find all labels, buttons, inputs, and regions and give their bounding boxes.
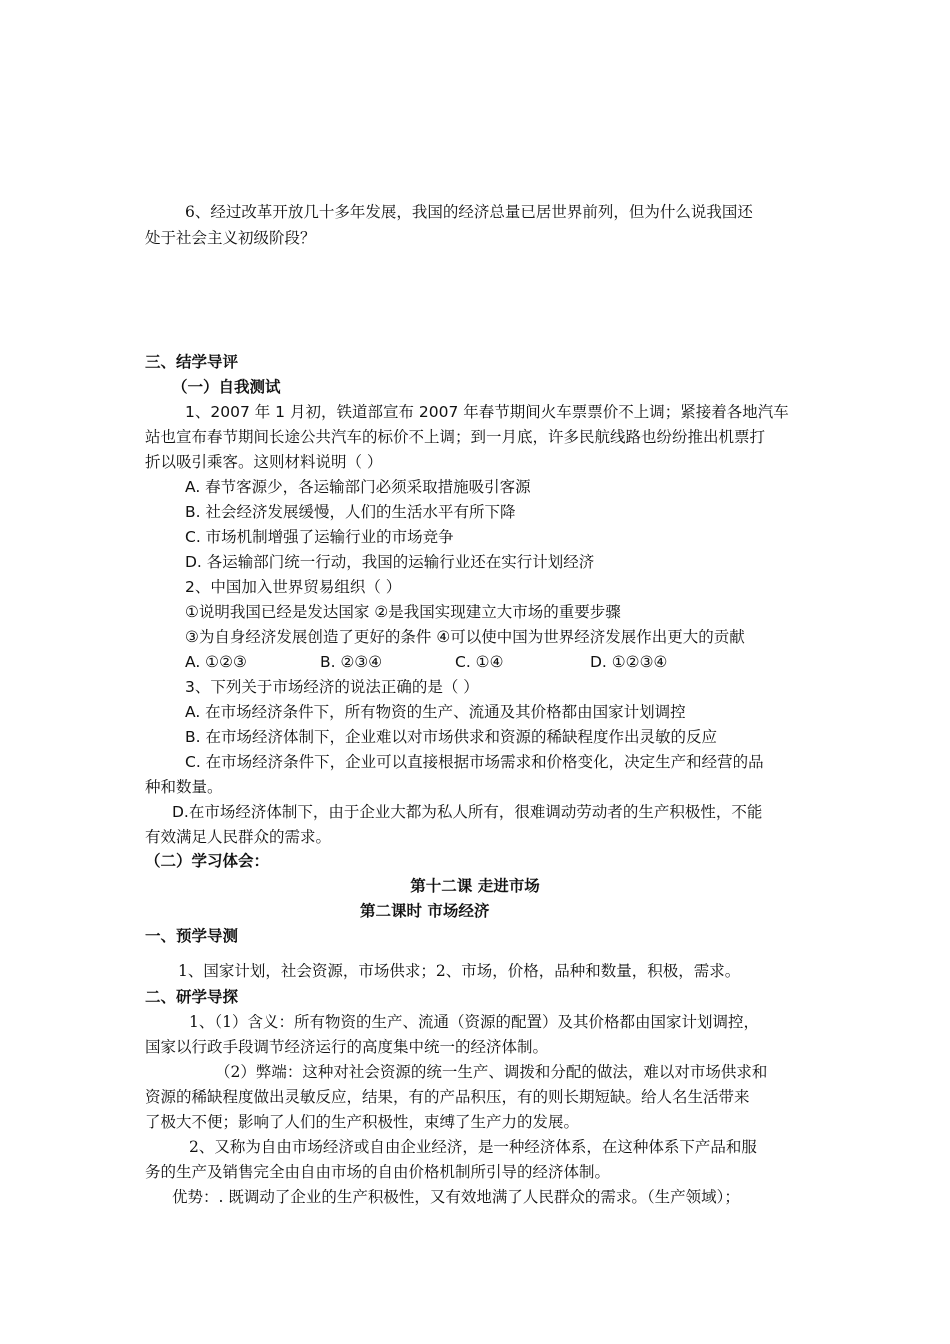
q3-option-d-line1: D.在市场经济体制下，由于企业大都为私人所有，很难调动劳动者的生产积极性，不能 (172, 803, 763, 821)
p3-line2: 务的生产及销售完全由自由市场的自由价格机制所引导的经济体制。 (145, 1163, 611, 1181)
q2-statements-1: ①说明我国已经是发达国家 ②是我国实现建立大市场的重要步骤 (185, 603, 621, 621)
q6-line1: 6、经过改革开放几十多年发展，我国的经济总量已居世界前列，但为什么说我国还 (185, 203, 753, 221)
p2-line2: 资源的稀缺程度做出灵敏反应，结果，有的产品积压，有的则长期短缺。给人名生活带来 (145, 1088, 750, 1106)
q1-line3: 折以吸引乘客。这则材料说明（ ） (145, 453, 383, 471)
p1-line1: 1、（1）含义：所有物资的生产、流通（资源的配置）及其价格都由国家计划调控， (189, 1013, 759, 1031)
advantages-line: 优势：. 既调动了企业的生产积极性，又有效地满了人民群众的需求。（生产领域）； (172, 1188, 740, 1206)
lesson-subtitle: 第二课时 市场经济 (360, 902, 490, 920)
section-3-heading: 三、结学导评 (145, 353, 239, 371)
self-test-heading: （一）自我测试 (172, 378, 281, 396)
q2-stem: 2、中国加入世界贸易组织（ ） (185, 578, 402, 596)
p1-line2: 国家以行政手段调节经济运行的高度集中统一的经济体制。 (145, 1038, 549, 1056)
q2-statements-2: ③为自身经济发展创造了更好的条件 ④可以使中国为世界经济发展作出更大的贡献 (185, 628, 745, 646)
q2-choice-b: B. ②③④ (320, 653, 383, 671)
q3-option-c-line2: 种和数量。 (145, 778, 223, 796)
section-2-heading: 二、研学导探 (145, 988, 239, 1006)
lesson-title: 第十二课 走进市场 (410, 877, 540, 895)
section-1-heading: 一、预学导测 (145, 927, 239, 945)
q3-option-c-line1: C. 在市场经济条件下，企业可以直接根据市场需求和价格变化，决定生产和经营的品 (185, 753, 764, 771)
p2-line3: 了极大不便；影响了人们的生产积极性，束缚了生产力的发展。 (145, 1113, 580, 1131)
q1-option-c: C. 市场机制增强了运输行业的市场竞争 (185, 528, 454, 546)
q3-option-a: A. 在市场经济条件下，所有物资的生产、流通及其价格都由国家计划调控 (185, 703, 686, 721)
q1-option-b: B. 社会经济发展缓慢，人们的生活水平有所下降 (185, 503, 516, 521)
q2-choice-c: C. ①④ (455, 653, 504, 671)
q3-option-d-line2: 有效满足人民群众的需求。 (145, 828, 332, 846)
q1-line2: 站也宣布春节期间长途公共汽车的标价不上调；到一月底，许多民航线路也纷纷推出机票打 (145, 428, 766, 446)
q2-choice-d: D. ①②③④ (590, 653, 668, 671)
q6-line2: 处于社会主义初级阶段？ (145, 229, 316, 247)
section-1-answer: 1、国家计划，社会资源，市场供求；2、市场，价格，品种和数量，积极，需求。 (178, 962, 741, 980)
q1-line1: 1、2007 年 1 月初，铁道部宣布 2007 年春节期间火车票票价不上调；紧接着各地汽车 (185, 403, 789, 421)
q1-option-a: A. 春节客源少，各运输部门必须采取措施吸引客源 (185, 478, 531, 496)
q1-option-d: D. 各运输部门统一行动，我国的运输行业还在实行计划经济 (185, 553, 595, 571)
q3-stem: 3、下列关于市场经济的说法正确的是（ ） (185, 678, 479, 696)
q3-option-b: B. 在市场经济体制下，企业难以对市场供求和资源的稀缺程度作出灵敏的反应 (185, 728, 717, 746)
p2-line1: （2）弊端：这种对社会资源的统一生产、调拨和分配的做法，难以对市场供求和 (215, 1063, 768, 1081)
study-notes-heading: （二）学习体会： (145, 852, 270, 870)
q2-choice-a: A. ①②③ (185, 653, 247, 671)
p3-line1: 2、又称为自由市场经济或自由企业经济，是一种经济体系，在这种体系下产品和服 (189, 1138, 757, 1156)
